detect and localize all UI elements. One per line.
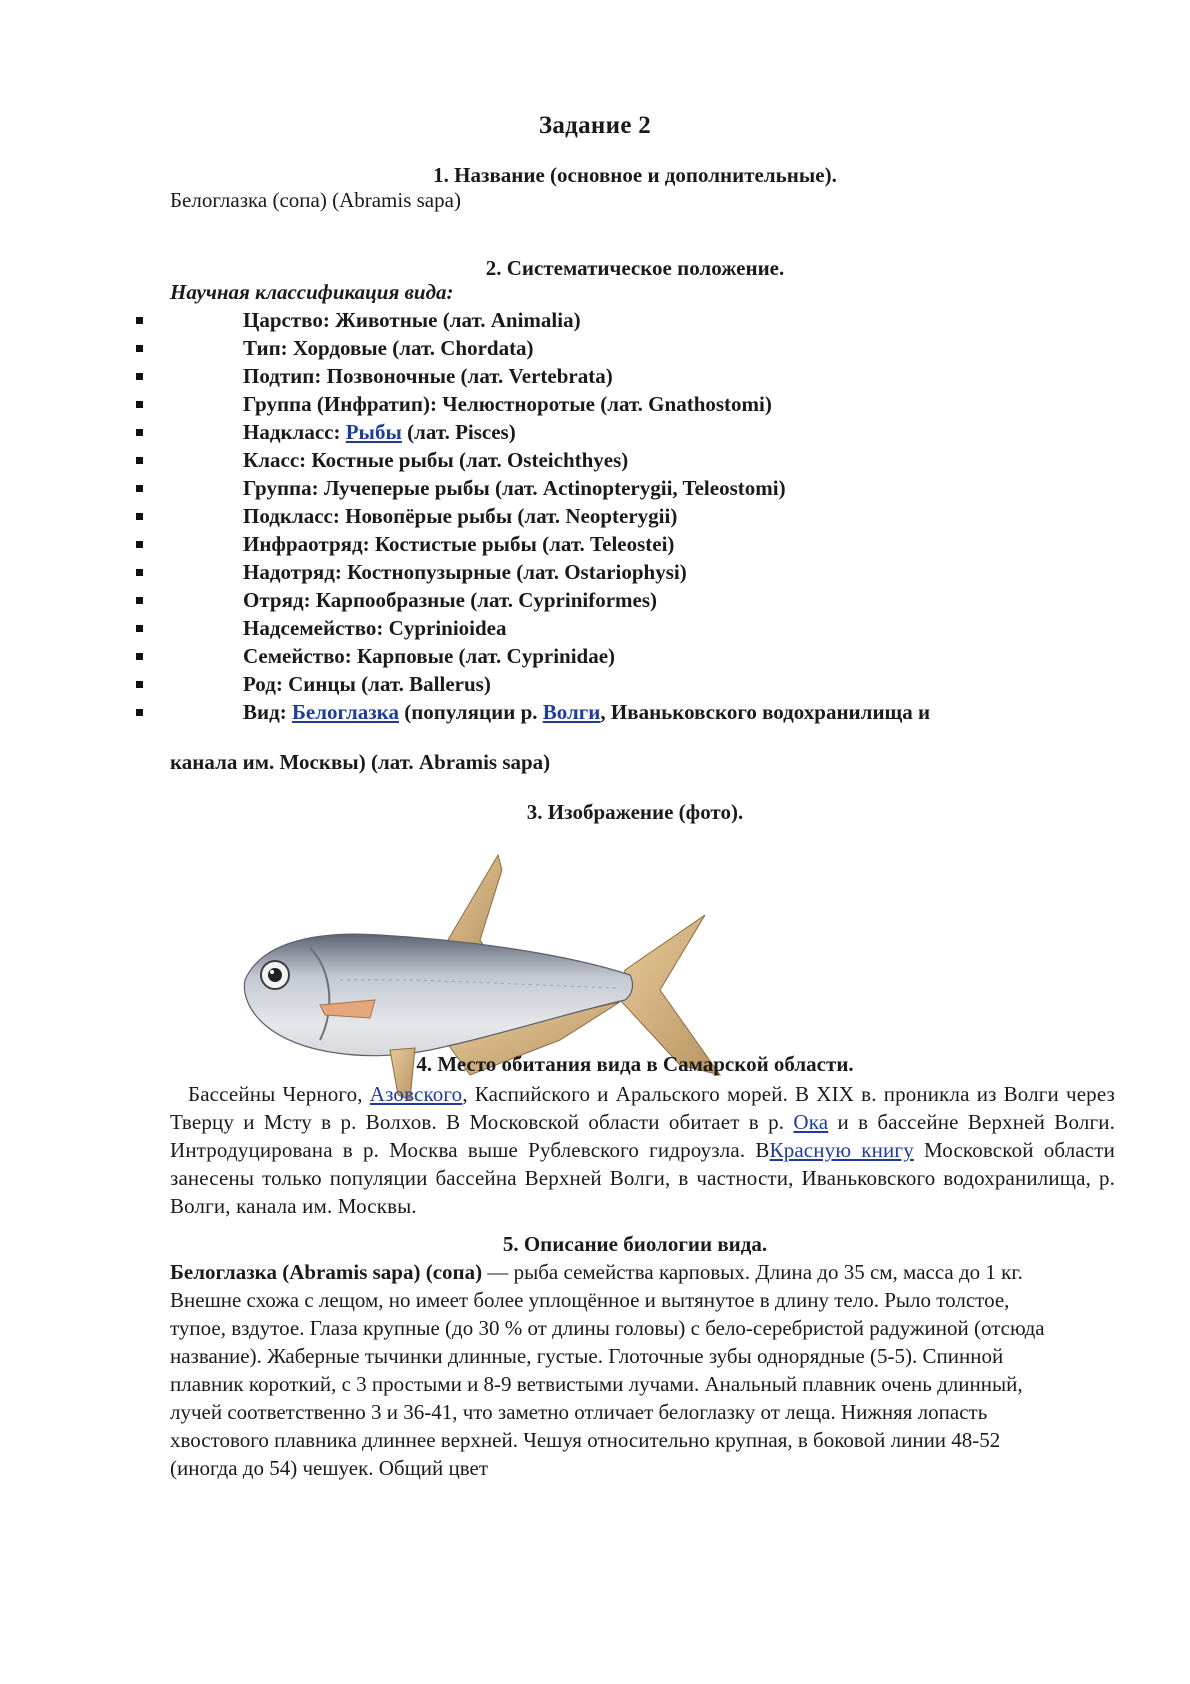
link-ryby[interactable]: Рыбы — [345, 420, 402, 444]
section-4-heading: 4. Место обитания вида в Самарской области. — [416, 1052, 854, 1076]
bullet-icon — [136, 709, 143, 716]
list-item: Надотряд: Костнопузырные (лат. Ostariophysi) — [0, 558, 1190, 586]
list-item: Отряд: Карпообразные (лат. Cypriniformes) — [0, 586, 1190, 614]
list-item: Вид: Белоглазка (популяции р. Волги, Иваньковского водохранилища и — [0, 698, 1190, 726]
bullet-icon — [136, 317, 143, 324]
classification-subheading: Научная классификация вида: — [170, 280, 454, 304]
section-1-heading: 1. Название (основное и дополнительные). — [433, 163, 837, 187]
bullet-icon — [136, 457, 143, 464]
list-item: Класс: Костные рыбы (лат. Osteichthyes) — [0, 446, 1190, 474]
bullet-icon — [136, 429, 143, 436]
classification-list — [0, 306, 1190, 726]
section-1-text: Белоглазка (сопа) (Abramis sapa) — [170, 188, 461, 212]
bullet-icon — [136, 597, 143, 604]
bullet-icon — [136, 485, 143, 492]
bullet-icon — [136, 373, 143, 380]
page-title: Задание 2 — [538, 112, 652, 139]
list-item: Тип: Хордовые (лат. Chordata) — [0, 334, 1190, 362]
list-item: Семейство: Карповые (лат. Cyprinidae) — [0, 642, 1190, 670]
list-item: Инфраотряд: Костистые рыбы (лат. Teleostei) — [0, 530, 1190, 558]
bullet-icon — [136, 681, 143, 688]
bullet-icon — [136, 345, 143, 352]
list-item: Подтип: Позвоночные (лат. Vertebrata) — [0, 362, 1190, 390]
link-volgi[interactable]: Волги — [542, 700, 601, 724]
link-krasnaya-kniga[interactable]: Красную книгу — [769, 1138, 914, 1162]
list-item: Род: Синцы (лат. Ballerus) — [0, 670, 1190, 698]
link-azovskogo[interactable]: Азовского — [369, 1082, 463, 1106]
link-oka[interactable]: Ока — [793, 1110, 829, 1134]
list-item: Царство: Животные (лат. Animalia) — [0, 306, 1190, 334]
link-beloglazka[interactable]: Белоглазка — [291, 700, 399, 724]
species-continuation: канала им. Москвы) (лат. Abramis sapa) — [170, 750, 551, 774]
bullet-icon — [136, 625, 143, 632]
bullet-icon — [136, 401, 143, 408]
list-item: Надкласс: Рыбы (лат. Pisces) — [0, 418, 1190, 446]
list-item: Надсемейство: Cyprinioidea — [0, 614, 1190, 642]
section-2-heading: 2. Систематическое положение. — [485, 256, 785, 280]
section-3-heading: 3. Изображение (фото). — [526, 800, 744, 824]
bullet-icon — [136, 569, 143, 576]
list-item: Подкласс: Новопёрые рыбы (лат. Neopterygii) — [0, 502, 1190, 530]
list-item: Группа: Лучеперые рыбы (лат. Actinopterygii, Teleostomi) — [0, 474, 1190, 502]
bullet-icon — [136, 541, 143, 548]
section-5-heading: 5. Описание биологии вида. — [502, 1232, 768, 1256]
bullet-icon — [136, 653, 143, 660]
list-item: Группа (Инфратип): Челюстноротые (лат. Gnathostomi) — [0, 390, 1190, 418]
bullet-icon — [136, 513, 143, 520]
section-5-text: Белоглазка (Abramis sapa) (сопа) — рыба семейства карповых. Длина до 35 см, масса до 1 кг. Внешне схожа с лещом, но имеет более уплощённое и вытянутое в длину тело. Рыло толстое, тупое, вздутое. Глаза крупные (до 30 % от длины головы) с бело-серебристой радужиной (отсюда название). Жаберные тычинки длинные, густые. Глоточные зубы однорядные (5-5). Спинной плавник короткий, с 3 простыми и 8-9 ветвистыми лучами. Анальный плавник очень длинный, лучей соответственно 3 и 36-41, что заметно отличает белоглазку от леща. Нижняя лопасть хвостового плавника длиннее верхней. Чешуя относительно крупная, в боковой линии 48-52 (иногда до 54) чешуек. Общий цвет — [170, 1260, 1045, 1480]
section-4-text: Бассейны Черного, Азовского, Каспийского и Аральского морей. В XIX в. проникла из Волги через Тверцу и Мсту в р. Волхов. В Московской области обитает в р. Ока и в бассейне Верхней Волги. Интродуцирована в р. Москва выше Рублевского гидроузла. ВКрасную книгу Московской области занесены только популяции бассейна Верхней Волги, в частности, Иваньковского водохранилища, р. Волги, канала им. Москвы. — [170, 1082, 1115, 1218]
